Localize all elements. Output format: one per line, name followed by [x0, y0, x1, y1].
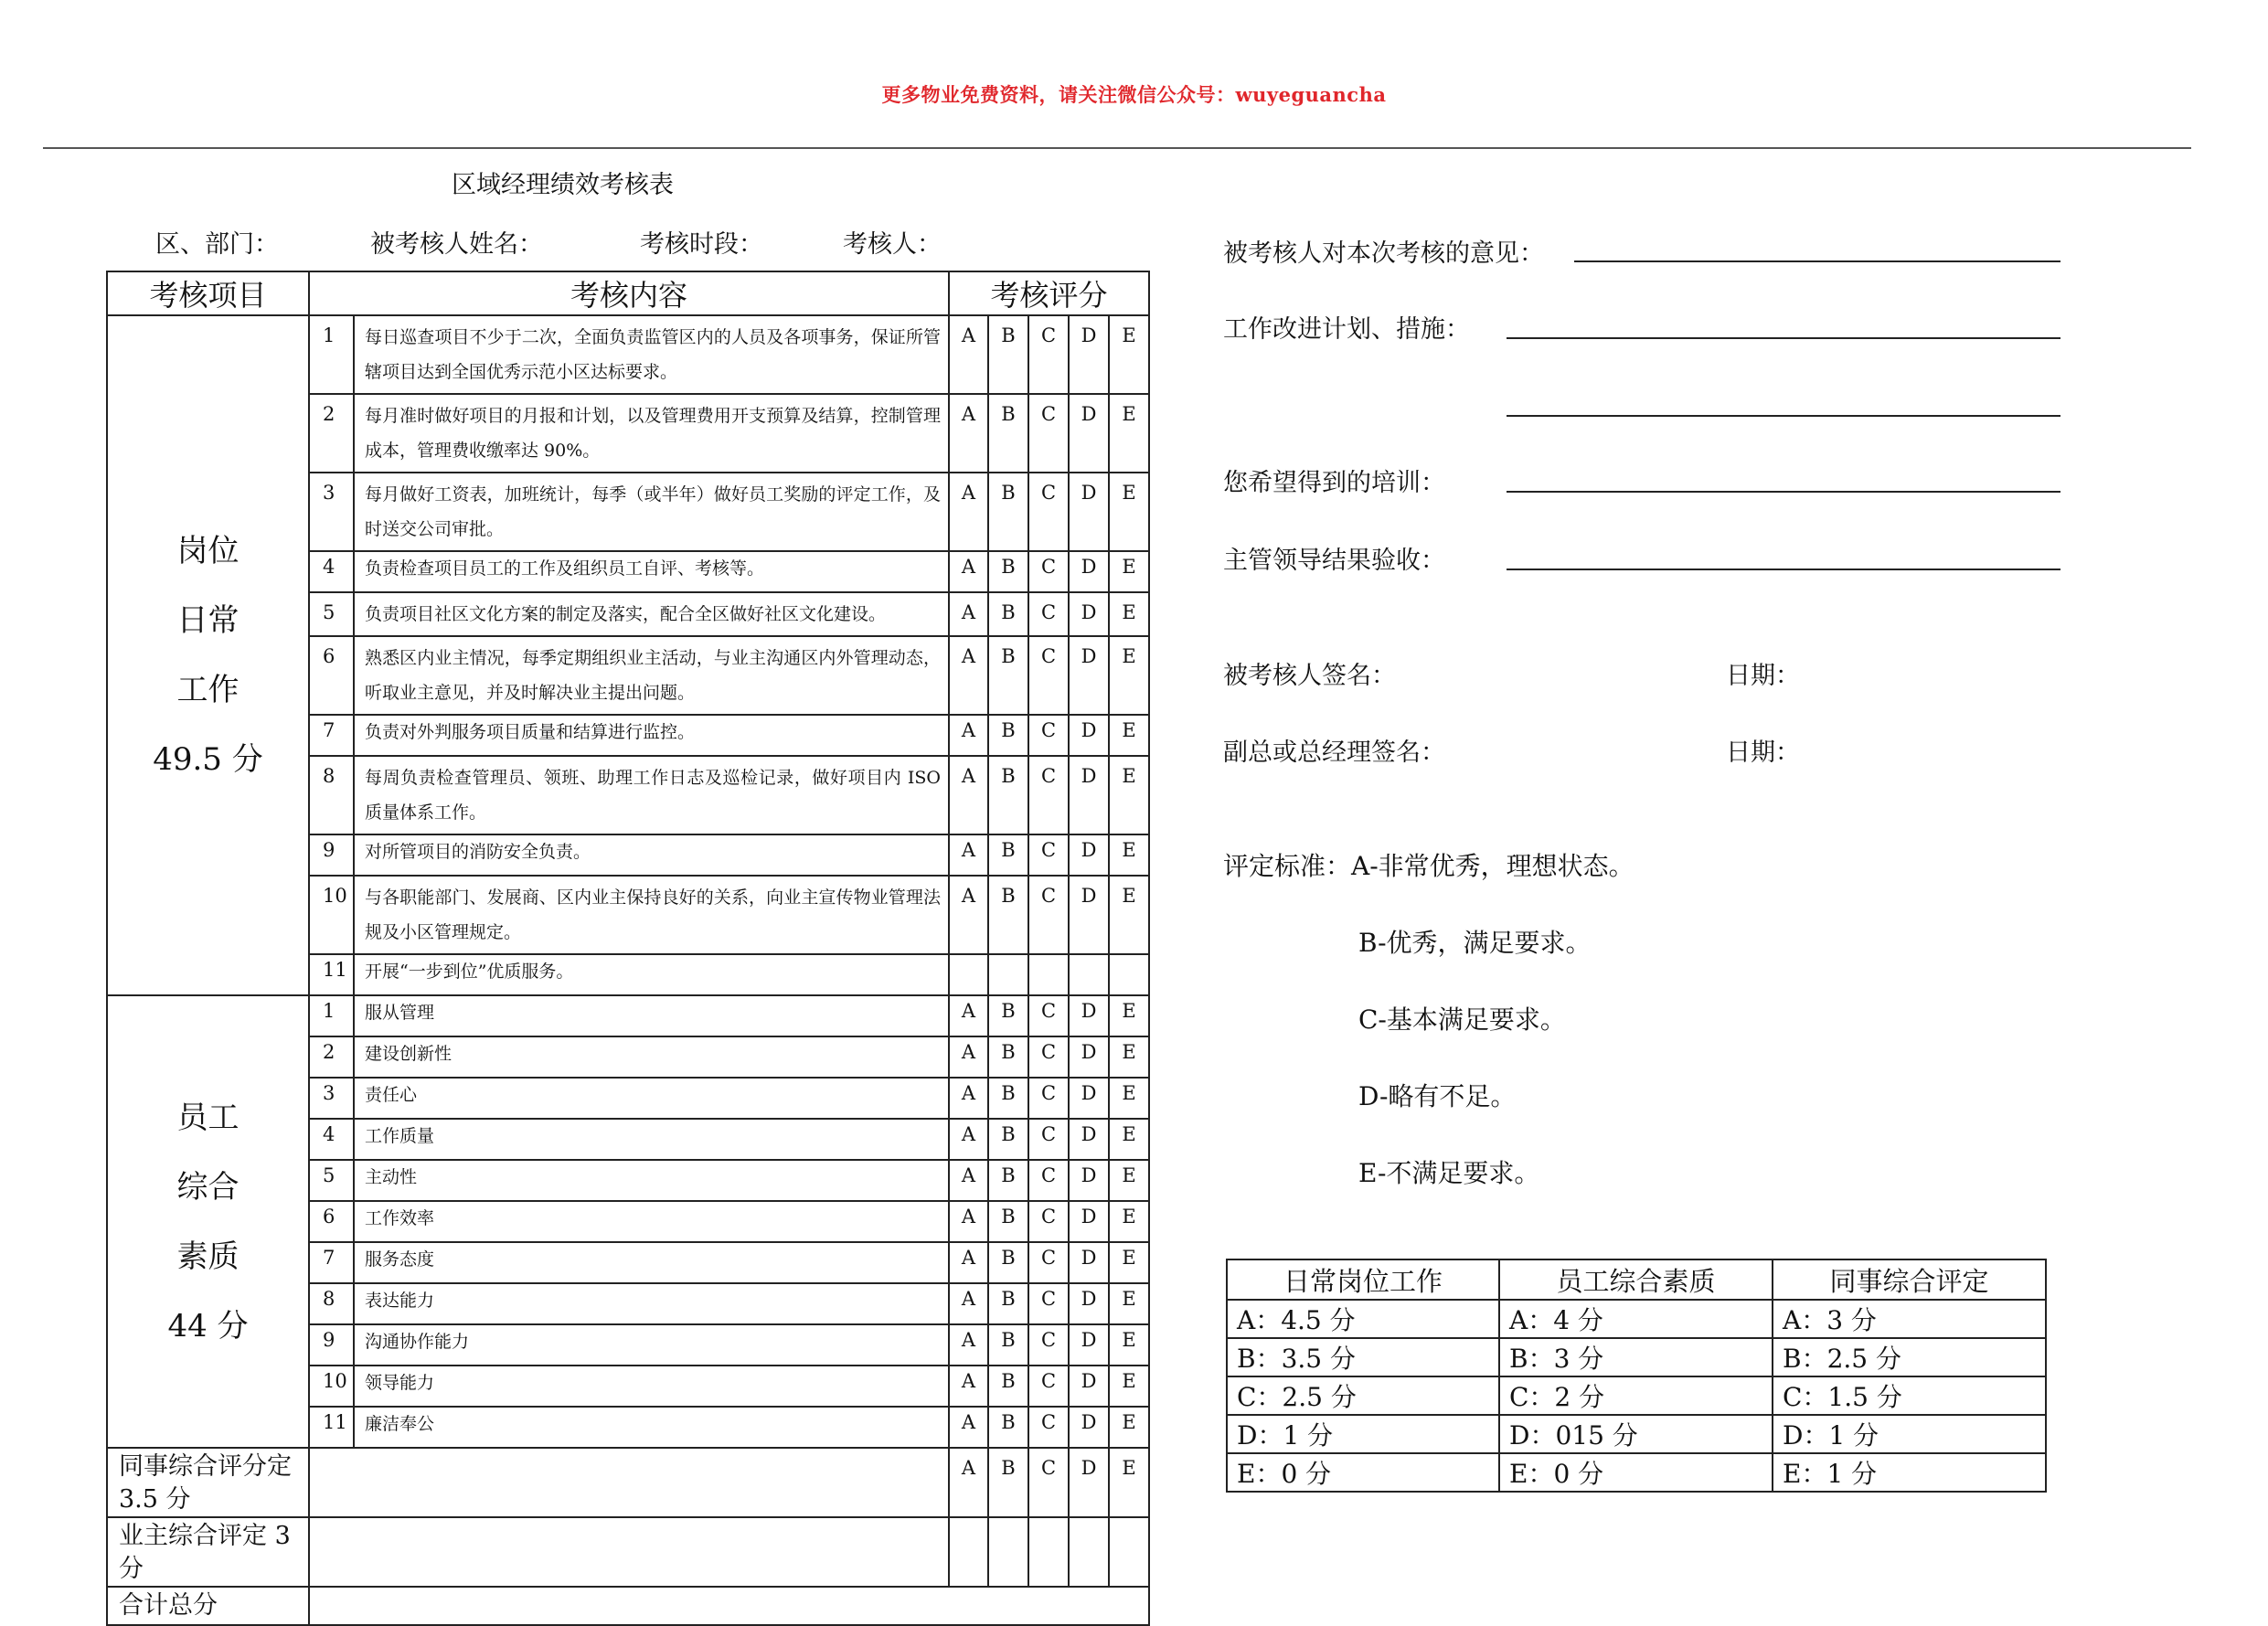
- item-number: 6: [309, 636, 354, 715]
- item-number: 2: [309, 394, 354, 473]
- grade-option[interactable]: D: [1069, 315, 1109, 394]
- total-row: [107, 1587, 1149, 1625]
- standard-b: B-优秀，满足要求。: [1358, 928, 1592, 958]
- category-line: 日常: [176, 602, 240, 639]
- grade-option[interactable]: A: [949, 636, 988, 715]
- grade-option[interactable]: B: [988, 1036, 1028, 1078]
- item-text: 服务态度: [354, 1242, 949, 1283]
- score-table: [1226, 1259, 2047, 1493]
- sign-self-label: 被考核人签名：: [1223, 662, 1396, 690]
- item-text: 每日巡查项目不少于二次，全面负责监管区内的人员及各项事务，保证所管辖项目达到全国优秀示范小区达标要求。: [354, 315, 949, 394]
- peer-row: [107, 1448, 1149, 1517]
- score-row: [1227, 1300, 2046, 1338]
- grade-option[interactable]: A: [949, 995, 988, 1036]
- grade-option[interactable]: C: [1028, 473, 1069, 551]
- item-number: 9: [309, 1324, 354, 1366]
- score-row: [1227, 1453, 2046, 1492]
- name-label: 被考核人姓名：: [370, 230, 543, 259]
- score-row: [1227, 1415, 2046, 1453]
- grade-option[interactable]: D: [1069, 1324, 1109, 1366]
- score-cell: A：4 分: [1499, 1300, 1773, 1338]
- grade-option[interactable]: E: [1109, 1036, 1149, 1078]
- standard-c: C-基本满足要求。: [1358, 1004, 1566, 1035]
- grade-option[interactable]: C: [1028, 1448, 1069, 1517]
- grade-option[interactable]: E: [1109, 1201, 1149, 1242]
- grade-option[interactable]: C: [1028, 1201, 1069, 1242]
- peer-content[interactable]: [309, 1448, 949, 1517]
- grade-option[interactable]: B: [988, 315, 1028, 394]
- grade-option[interactable]: [988, 954, 1028, 995]
- item-text: 主动性: [354, 1160, 949, 1201]
- grade-option[interactable]: A: [949, 1036, 988, 1078]
- improve-line-1[interactable]: [1507, 337, 2060, 339]
- header-row: [107, 271, 1149, 315]
- item-number: 7: [309, 1242, 354, 1283]
- grade-option[interactable]: C: [1028, 394, 1069, 473]
- grade-option[interactable]: E: [1109, 1448, 1149, 1517]
- grade-option[interactable]: B: [988, 636, 1028, 715]
- training-line[interactable]: [1507, 491, 2060, 493]
- grade-option[interactable]: [949, 1517, 988, 1587]
- category-line: 工作: [176, 672, 240, 708]
- grade-option[interactable]: A: [949, 1324, 988, 1366]
- score-header-row: [1227, 1259, 2046, 1300]
- category-line: 员工: [176, 1099, 240, 1136]
- grade-option[interactable]: E: [1109, 473, 1149, 551]
- owner-label: 业主综合评定 3 分: [107, 1517, 309, 1587]
- owner-content[interactable]: [309, 1517, 949, 1587]
- item-number: 8: [309, 1283, 354, 1324]
- score-cell: C：1.5 分: [1773, 1376, 2046, 1415]
- score-header: 日常岗位工作: [1227, 1259, 1499, 1300]
- grade-option[interactable]: C: [1028, 876, 1069, 954]
- item-text: 每月做好工资表，加班统计，每季（或半年）做好员工奖励的评定工作，及时送交公司审批。: [354, 473, 949, 551]
- item-number: 5: [309, 592, 354, 636]
- score-cell: B：3.5 分: [1227, 1338, 1499, 1376]
- peer-label: 同事综合评分定 3.5 分: [107, 1448, 309, 1517]
- category-line: 综合: [176, 1168, 240, 1206]
- grade-option[interactable]: E: [1109, 1283, 1149, 1324]
- item-text: 工作质量: [354, 1119, 949, 1160]
- item-number: 11: [309, 1407, 354, 1448]
- item-text: 工作效率: [354, 1201, 949, 1242]
- grade-option[interactable]: E: [1109, 315, 1149, 394]
- category-line: 岗位: [176, 533, 240, 569]
- table-row: [107, 995, 1149, 1036]
- grade-option[interactable]: E: [1109, 1160, 1149, 1201]
- item-text: 开展“一步到位”优质服务。: [354, 954, 949, 995]
- item-number: 5: [309, 1160, 354, 1201]
- opinion-label: 被考核人对本次考核的意见：: [1223, 239, 1544, 268]
- category-line: 素质: [176, 1238, 240, 1275]
- standard-a: 评定标准：A-非常优秀，理想状态。: [1223, 851, 1634, 881]
- category-quality: [107, 995, 309, 1448]
- form-title: 区域经理绩效考核表: [452, 171, 674, 199]
- category-daily-work: [107, 315, 309, 995]
- grade-option[interactable]: B: [988, 1119, 1028, 1160]
- grade-option[interactable]: [949, 954, 988, 995]
- grade-option[interactable]: D: [1069, 551, 1109, 592]
- total-value[interactable]: [309, 1587, 1149, 1625]
- item-number: 3: [309, 1078, 354, 1119]
- grade-option[interactable]: C: [1028, 1242, 1069, 1283]
- grade-option[interactable]: D: [1069, 394, 1109, 473]
- training-label: 您希望得到的培训：: [1223, 469, 1445, 497]
- score-cell: B：3 分: [1499, 1338, 1773, 1376]
- header-divider: [43, 147, 2191, 149]
- grade-option[interactable]: A: [949, 1242, 988, 1283]
- grade-option[interactable]: B: [988, 715, 1028, 756]
- header-content: 考核内容: [309, 271, 949, 315]
- grade-option[interactable]: C: [1028, 1078, 1069, 1119]
- item-number: 7: [309, 715, 354, 756]
- sign-manager-label: 副总或总经理签名：: [1223, 739, 1445, 767]
- item-text: 熟悉区内业主情况，每季定期组织业主活动，与业主沟通区内外管理动态，听取业主意见，并及时解决业主提出问题。: [354, 636, 949, 715]
- grade-option[interactable]: B: [988, 1366, 1028, 1407]
- grade-option[interactable]: [1109, 954, 1149, 995]
- grade-option[interactable]: E: [1109, 551, 1149, 592]
- grade-option[interactable]: B: [988, 551, 1028, 592]
- grade-option[interactable]: E: [1109, 1407, 1149, 1448]
- grade-option[interactable]: B: [988, 756, 1028, 834]
- grade-option[interactable]: D: [1069, 1283, 1109, 1324]
- grade-option[interactable]: C: [1028, 551, 1069, 592]
- accept-label: 主管领导结果验收：: [1223, 547, 1445, 575]
- grade-option[interactable]: D: [1069, 1160, 1109, 1201]
- date-label-2: 日期：: [1726, 739, 1800, 767]
- score-cell: E：0 分: [1227, 1453, 1499, 1492]
- score-cell: E：0 分: [1499, 1453, 1773, 1492]
- owner-row: [107, 1517, 1149, 1587]
- grade-option[interactable]: A: [949, 1078, 988, 1119]
- grade-option[interactable]: A: [949, 315, 988, 394]
- item-text: 每月准时做好项目的月报和计划，以及管理费用开支预算及结算，控制管理成本，管理费收缴率达 90%。: [354, 394, 949, 473]
- grade-option[interactable]: E: [1109, 1119, 1149, 1160]
- grade-option[interactable]: A: [949, 394, 988, 473]
- grade-option[interactable]: B: [988, 592, 1028, 636]
- promo-banner: 更多物业免费资料，请关注微信公众号：wuyeguancha: [881, 83, 1387, 106]
- score-cell: A：3 分: [1773, 1300, 2046, 1338]
- grade-option[interactable]: C: [1028, 834, 1069, 876]
- grade-option[interactable]: A: [949, 876, 988, 954]
- table-row: [107, 315, 1149, 394]
- grade-option[interactable]: B: [988, 1201, 1028, 1242]
- grade-option[interactable]: E: [1109, 756, 1149, 834]
- grade-option[interactable]: E: [1109, 394, 1149, 473]
- grade-option[interactable]: C: [1028, 995, 1069, 1036]
- grade-option[interactable]: A: [949, 1448, 988, 1517]
- item-text: 责任心: [354, 1078, 949, 1119]
- grade-option[interactable]: A: [949, 1119, 988, 1160]
- date-label-1: 日期：: [1726, 662, 1800, 690]
- grade-option[interactable]: D: [1069, 1366, 1109, 1407]
- score-row: [1227, 1338, 2046, 1376]
- score-cell: D：1 分: [1773, 1415, 2046, 1453]
- grade-option[interactable]: D: [1069, 876, 1109, 954]
- score-cell: C：2.5 分: [1227, 1376, 1499, 1415]
- item-text: 领导能力: [354, 1366, 949, 1407]
- grade-option[interactable]: C: [1028, 1036, 1069, 1078]
- item-number: 11: [309, 954, 354, 995]
- item-text: 对所管项目的消防安全负责。: [354, 834, 949, 876]
- grade-option[interactable]: C: [1028, 715, 1069, 756]
- score-cell: D：1 分: [1227, 1415, 1499, 1453]
- item-text: 与各职能部门、发展商、区内业主保持良好的关系，向业主宣传物业管理法规及小区管理规定。: [354, 876, 949, 954]
- item-text: 负责对外判服务项目质量和结算进行监控。: [354, 715, 949, 756]
- score-cell: B：2.5 分: [1773, 1338, 2046, 1376]
- grade-option[interactable]: D: [1069, 1407, 1109, 1448]
- grade-option[interactable]: E: [1109, 715, 1149, 756]
- item-text: 负责项目社区文化方案的制定及落实，配合全区做好社区文化建设。: [354, 592, 949, 636]
- opinion-line[interactable]: [1574, 260, 2060, 262]
- grade-option[interactable]: B: [988, 473, 1028, 551]
- grade-option[interactable]: A: [949, 834, 988, 876]
- item-number: 1: [309, 995, 354, 1036]
- grade-option[interactable]: E: [1109, 834, 1149, 876]
- grade-option[interactable]: [988, 1517, 1028, 1587]
- header-item: 考核项目: [107, 271, 309, 315]
- item-text: 每周负责检查管理员、领班、助理工作日志及巡检记录，做好项目内 ISO 质量体系工作。: [354, 756, 949, 834]
- grade-option[interactable]: B: [988, 834, 1028, 876]
- grade-option[interactable]: E: [1109, 995, 1149, 1036]
- item-number: 3: [309, 473, 354, 551]
- grade-option[interactable]: D: [1069, 1078, 1109, 1119]
- grade-option[interactable]: B: [988, 1407, 1028, 1448]
- grade-option[interactable]: D: [1069, 995, 1109, 1036]
- grade-option[interactable]: A: [949, 592, 988, 636]
- item-text: 表达能力: [354, 1283, 949, 1324]
- grade-option[interactable]: E: [1109, 1078, 1149, 1119]
- score-cell: E：1 分: [1773, 1453, 2046, 1492]
- item-number: 4: [309, 1119, 354, 1160]
- grade-option[interactable]: E: [1109, 1366, 1149, 1407]
- item-text: 建设创新性: [354, 1036, 949, 1078]
- grade-option[interactable]: E: [1109, 876, 1149, 954]
- grade-option[interactable]: C: [1028, 1283, 1069, 1324]
- improve-label: 工作改进计划、措施：: [1223, 315, 1470, 344]
- grade-option[interactable]: D: [1069, 1448, 1109, 1517]
- grade-option[interactable]: A: [949, 715, 988, 756]
- grade-option[interactable]: C: [1028, 1407, 1069, 1448]
- item-number: 1: [309, 315, 354, 394]
- grade-option[interactable]: A: [949, 1366, 988, 1407]
- score-cell: C：2 分: [1499, 1376, 1773, 1415]
- grade-option[interactable]: D: [1069, 473, 1109, 551]
- grade-option[interactable]: A: [949, 1407, 988, 1448]
- grade-option[interactable]: B: [988, 876, 1028, 954]
- grade-option[interactable]: C: [1028, 315, 1069, 394]
- grade-option[interactable]: B: [988, 394, 1028, 473]
- grade-option[interactable]: D: [1069, 1119, 1109, 1160]
- grade-option[interactable]: B: [988, 1242, 1028, 1283]
- grade-option[interactable]: A: [949, 473, 988, 551]
- evaluation-table: [106, 271, 1150, 1626]
- score-cell: D：015 分: [1499, 1415, 1773, 1453]
- grade-option[interactable]: [1028, 954, 1069, 995]
- grade-option[interactable]: A: [949, 756, 988, 834]
- grade-option[interactable]: D: [1069, 756, 1109, 834]
- item-text: 廉洁奉公: [354, 1407, 949, 1448]
- grade-option[interactable]: E: [1109, 592, 1149, 636]
- grade-option[interactable]: [1069, 954, 1109, 995]
- grade-option[interactable]: D: [1069, 636, 1109, 715]
- grade-option[interactable]: B: [988, 1283, 1028, 1324]
- item-text: 负责检查项目员工的工作及组织员工自评、考核等。: [354, 551, 949, 592]
- dept-label: 区、部门：: [155, 230, 279, 259]
- grade-option[interactable]: D: [1069, 1036, 1109, 1078]
- standard-d: D-略有不足。: [1358, 1081, 1517, 1111]
- grade-option[interactable]: C: [1028, 1160, 1069, 1201]
- grade-option[interactable]: B: [988, 1324, 1028, 1366]
- accept-line[interactable]: [1507, 569, 2060, 570]
- grade-option[interactable]: D: [1069, 1242, 1109, 1283]
- period-label: 考核时段：: [640, 230, 763, 259]
- item-number: 6: [309, 1201, 354, 1242]
- grade-option[interactable]: C: [1028, 1119, 1069, 1160]
- score-header: 同事综合评定: [1773, 1259, 2046, 1300]
- grade-option[interactable]: C: [1028, 1324, 1069, 1366]
- grade-option[interactable]: A: [949, 1160, 988, 1201]
- grade-option[interactable]: [1028, 1517, 1069, 1587]
- grade-option[interactable]: C: [1028, 592, 1069, 636]
- item-text: 服从管理: [354, 995, 949, 1036]
- grade-option[interactable]: A: [949, 1201, 988, 1242]
- item-number: 9: [309, 834, 354, 876]
- grade-option[interactable]: B: [988, 995, 1028, 1036]
- grade-option[interactable]: A: [949, 551, 988, 592]
- grade-option[interactable]: C: [1028, 1366, 1069, 1407]
- grade-option[interactable]: A: [949, 1283, 988, 1324]
- item-number: 4: [309, 551, 354, 592]
- category-line: 44 分: [167, 1307, 249, 1344]
- grade-option[interactable]: B: [988, 1078, 1028, 1119]
- item-number: 10: [309, 876, 354, 954]
- grade-option[interactable]: B: [988, 1448, 1028, 1517]
- grade-option[interactable]: D: [1069, 715, 1109, 756]
- grade-option[interactable]: D: [1069, 592, 1109, 636]
- category-line: 49.5 分: [153, 741, 263, 778]
- grade-option[interactable]: C: [1028, 636, 1069, 715]
- grade-option[interactable]: D: [1069, 834, 1109, 876]
- item-number: 10: [309, 1366, 354, 1407]
- grade-option[interactable]: [1109, 1517, 1149, 1587]
- item-number: 2: [309, 1036, 354, 1078]
- grade-option[interactable]: D: [1069, 1201, 1109, 1242]
- grade-option[interactable]: E: [1109, 1324, 1149, 1366]
- item-number: 8: [309, 756, 354, 834]
- grade-option[interactable]: B: [988, 1160, 1028, 1201]
- grade-option[interactable]: E: [1109, 636, 1149, 715]
- grade-option[interactable]: E: [1109, 1242, 1149, 1283]
- item-text: 沟通协作能力: [354, 1324, 949, 1366]
- grade-option[interactable]: C: [1028, 756, 1069, 834]
- grade-option[interactable]: [1069, 1517, 1109, 1587]
- assessor-label: 考核人：: [843, 230, 942, 259]
- score-row: [1227, 1376, 2046, 1415]
- standard-e: E-不满足要求。: [1358, 1158, 1540, 1188]
- improve-line-2[interactable]: [1507, 415, 2060, 417]
- score-cell: A：4.5 分: [1227, 1300, 1499, 1338]
- total-label: 合计总分: [107, 1587, 309, 1625]
- score-header: 员工综合素质: [1499, 1259, 1773, 1300]
- header-rating: 考核评分: [949, 271, 1149, 315]
